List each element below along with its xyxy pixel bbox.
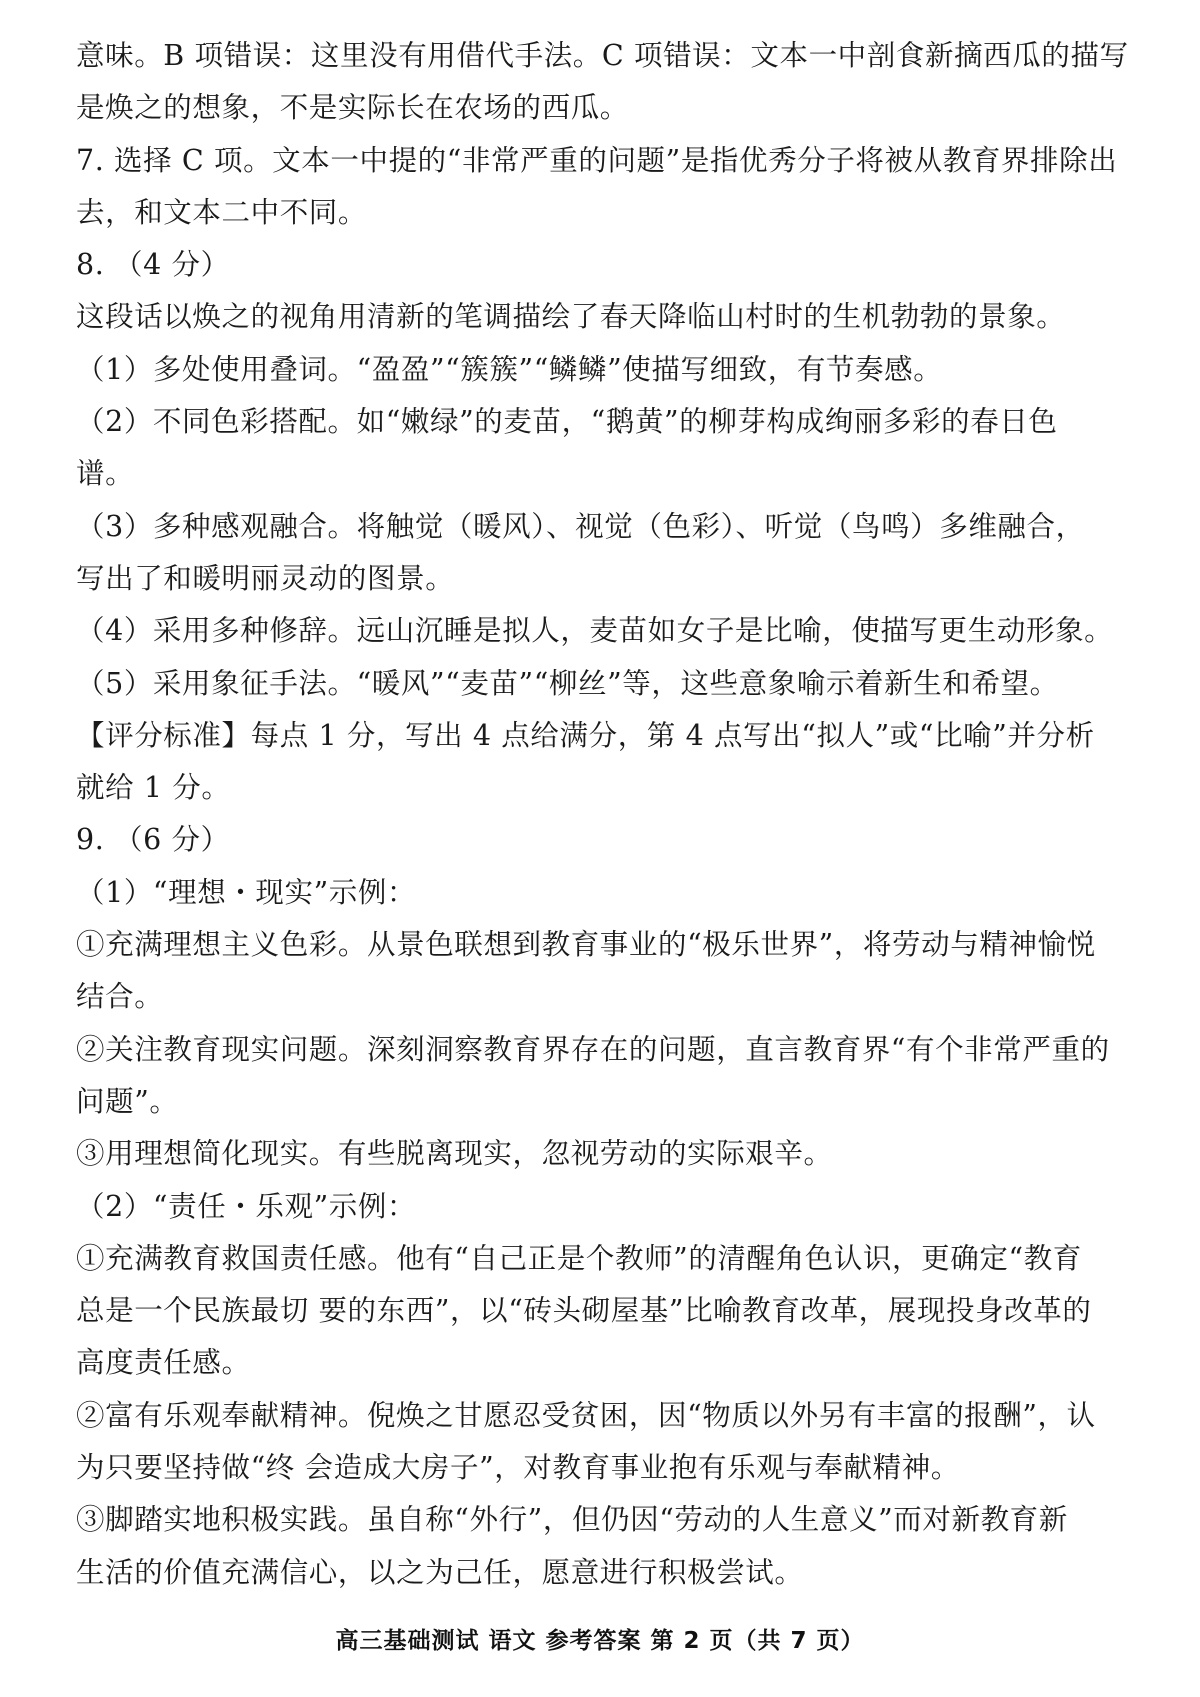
text-line: ②关注教育现实问题。深刻洞察教育界存在的问题，直言教育界“有个非常严重的 [76,1032,1110,1066]
text-line: ③用理想简化现实。有些脱离现实，忽视劳动的实际艰辛。 [76,1137,833,1171]
text-line: 7. 选择 C 项。文本一中提的“非常严重的问题”是指优秀分子将被从教育界排除出 [76,143,1118,177]
text-line: 写出了和暖明丽灵动的图景。 [76,561,455,595]
text-line: （2）“责任・乐观”示例： [76,1189,417,1223]
text-line: （3）多种感观融合。将触觉（暖风）、视觉（色彩）、听觉（鸟鸣）多维融合， [76,509,1085,543]
text-line: 问题”。 [76,1084,179,1118]
text-line: 就给 1 分。 [76,771,231,805]
text-line: 谱。 [76,457,135,491]
answer-text-body [76,30,1136,1599]
text-line: ②富有乐观奉献精神。倪焕之甘愿忍受贫困，因“物质以外另有丰富的报酬”，认 [76,1398,1096,1432]
scoring-criteria-line: 【评分标准】每点 1 分，写出 4 点给满分，第 4 点写出“拟人”或“比喻”并分析 [76,718,1095,752]
text-line: 意味。B 项错误：这里没有用借代手法。C 项错误：文本一中剖食新摘西瓜的描写 [76,39,1129,72]
text-line: 是焕之的想象，不是实际长在农场的西瓜。 [76,91,629,125]
text-line: 结合。 [76,980,164,1014]
text-line: ③脚踏实地积极实践。虽自称“外行”，但仍因“劳动的人生意义”而对新教育新 [76,1503,1068,1537]
text-line: 生活的价值充满信心，以之为己任，愿意进行积极尝试。 [76,1555,804,1589]
text-line: 总是一个民族最切 要的东西”，以“砖头砌屋基”比喻教育改革，展现投身改革的 [76,1294,1092,1328]
question-heading: 9. （6 分） [76,823,230,857]
text-line: （5）采用象征手法。“暖风”“麦苗”“柳丝”等，这些意象喻示着新生和希望。 [76,666,1059,700]
text-line: （2）不同色彩搭配。如“嫩绿”的麦苗，“鹅黄”的柳芽构成绚丽多彩的春日色 [76,405,1058,439]
page-footer: 高三基础测试 语文 参考答案 第 2 页（共 7 页） [335,1628,865,1654]
question-heading: 8. （4 分） [76,248,230,282]
text-line: ①充满理想主义色彩。从景色联想到教育事业的“极乐世界”，将劳动与精神愉悦 [76,928,1096,962]
text-line: （4）采用多种修辞。远山沉睡是拟人，麦苗如女子是比喻，使描写更生动形象。 [76,614,1114,648]
text-line: 高度责任感。 [76,1346,251,1380]
text-line: 为只要坚持做“终 会造成大房子”，对教育事业抱有乐观与奉献精神。 [76,1451,960,1485]
text-line: （1）“理想・现实”示例： [76,875,417,909]
text-line: （1）多处使用叠词。“盈盈”“簇簇”“鳞鳞”使描写细致，有节奏感。 [76,352,943,386]
text-line: 去，和文本二中不同。 [76,195,368,229]
text-line: 这段话以焕之的视角用清新的笔调描绘了春天降临山村时的生机勃勃的景象。 [76,300,1066,334]
text-line: ①充满教育救国责任感。他有“自己正是个教师”的清醒角色认识，更确定“教育 [76,1241,1082,1275]
